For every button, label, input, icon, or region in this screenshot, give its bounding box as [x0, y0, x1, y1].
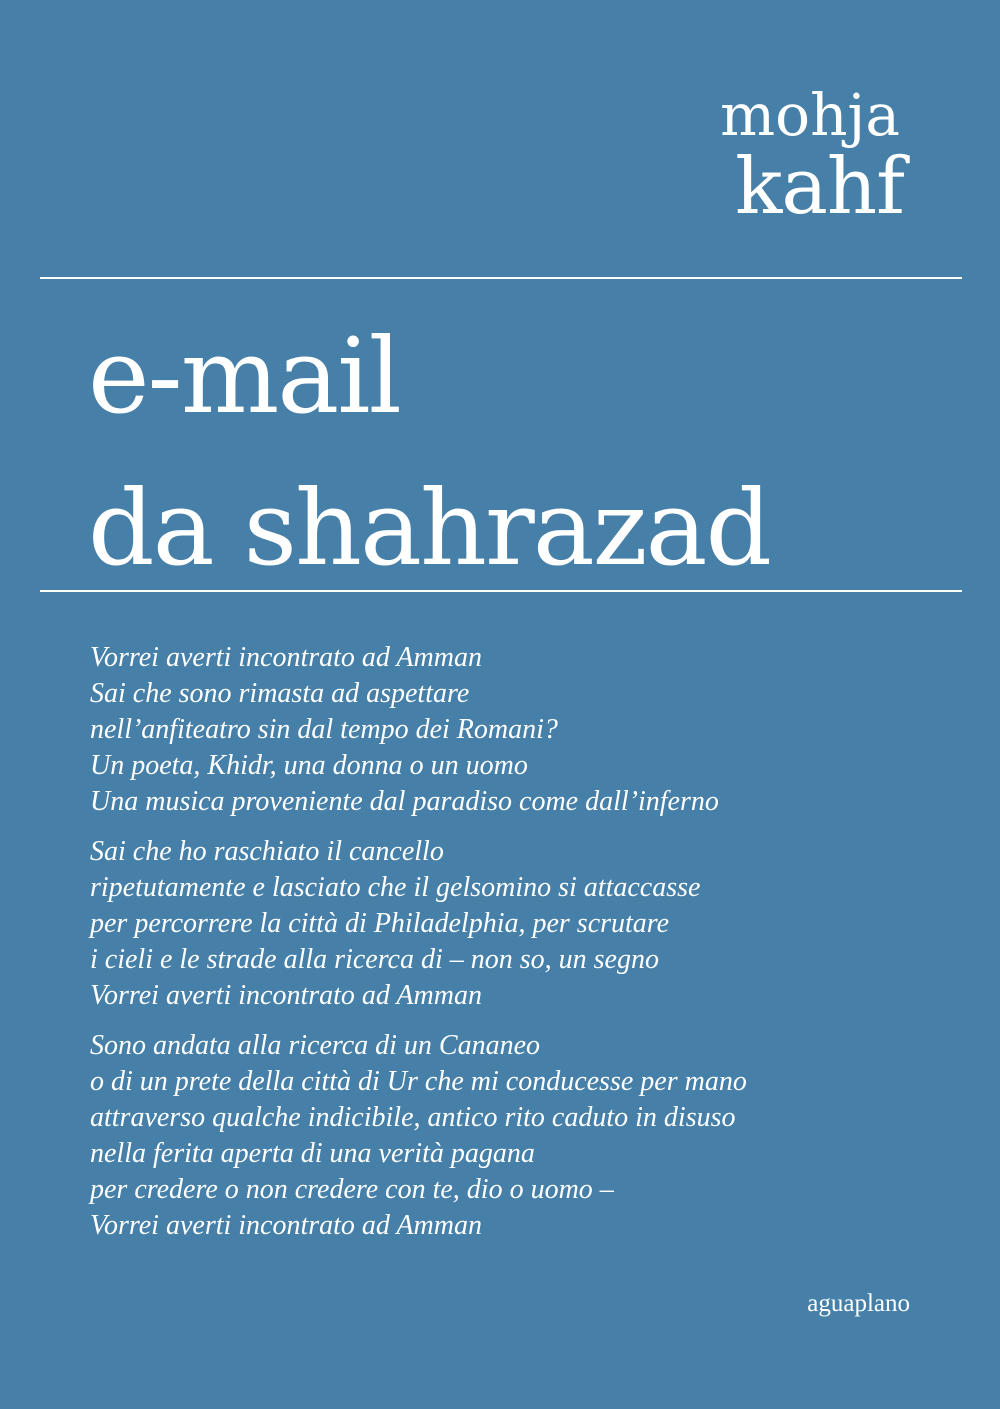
- poem-line: per credere o non credere con te, dio o uomo –: [90, 1174, 614, 1205]
- poem-line: Sai che ho raschiato il cancello: [90, 836, 444, 867]
- poem-stanza: [90, 1028, 950, 1244]
- poem-stanza: [90, 640, 950, 820]
- poem-line: Sono andata alla ricerca di un Cananeo: [90, 1030, 541, 1061]
- title-line-2: da shahrazad: [88, 467, 771, 589]
- poem-line: o di un prete della città di Ur che mi conducesse per mano: [90, 1066, 747, 1097]
- poem-line: Vorrei averti incontrato ad Amman: [90, 980, 482, 1011]
- poem-line: i cieli e le strade alla ricerca di – non so, un segno: [90, 944, 659, 975]
- publisher-name: aguaplano: [807, 1290, 910, 1317]
- title-line-1: e-mail: [88, 315, 400, 437]
- poem-line: attraverso qualche indicibile, antico rito caduto in disuso: [90, 1102, 736, 1133]
- bottom-divider: [40, 590, 962, 592]
- poem-line: Sai che sono rimasta ad aspettare: [90, 678, 470, 709]
- poem-line: Un poeta, Khidr, una donna o un uomo: [90, 750, 528, 781]
- poem-line: per percorrere la città di Philadelphia, per scrutare: [90, 908, 670, 939]
- poem-stanza: [90, 834, 950, 1014]
- book-title: [88, 300, 770, 604]
- author-name: [720, 81, 904, 232]
- top-divider: [40, 277, 962, 279]
- author-first-name: mohja: [720, 81, 900, 149]
- poem-excerpt: [90, 640, 950, 1258]
- poem-line: Vorrei averti incontrato ad Amman: [90, 642, 482, 673]
- poem-line: ripetutamente e lasciato che il gelsomino si attaccasse: [90, 872, 701, 903]
- poem-line: nell’anfiteatro sin dal tempo dei Romani?: [90, 714, 558, 745]
- poem-line: Una musica proveniente dal paradiso come dall’inferno: [90, 786, 719, 817]
- poem-line: nella ferita aperta di una verità pagana: [90, 1138, 535, 1169]
- poem-line: Vorrei averti incontrato ad Amman: [90, 1210, 482, 1241]
- author-last-name: kahf: [735, 142, 904, 232]
